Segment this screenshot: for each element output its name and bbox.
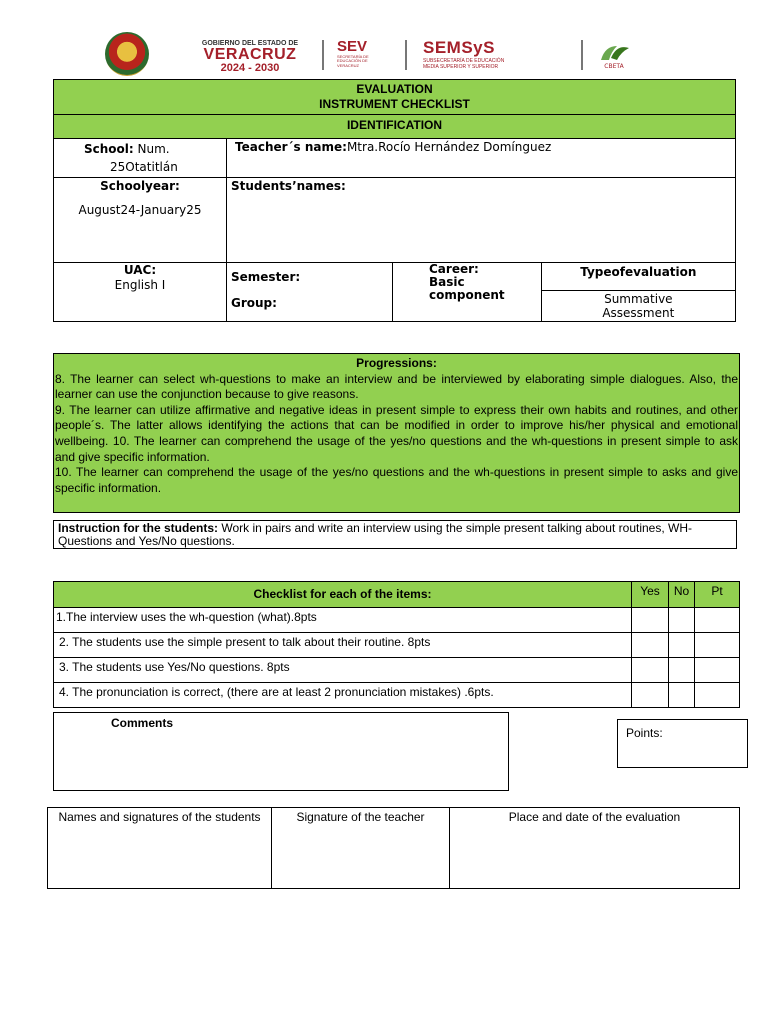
form-title: EVALUATION INSTRUMENT CHECKLIST [54, 80, 736, 115]
no-cell[interactable] [669, 608, 695, 633]
school-value: Num. [137, 142, 170, 156]
signatures-table [47, 807, 740, 889]
school-label: School: [84, 142, 134, 156]
points-label: Points: [626, 726, 663, 740]
teacher-signature-cell[interactable]: Signature of the teacher [272, 808, 450, 889]
pt-cell[interactable] [695, 658, 740, 683]
evaluation-type-label: Typeofevaluation [541, 263, 735, 291]
teacher-cell [227, 139, 736, 178]
comments-box[interactable] [53, 712, 509, 791]
pt-column-header: Pt [695, 582, 740, 608]
career-cell: Career: Basic component [393, 263, 542, 322]
logo-divider [322, 40, 324, 70]
table-row [54, 633, 740, 658]
veracruz-seal-icon [105, 32, 149, 76]
semester-label: Semester: [231, 270, 301, 284]
svg-text:CBETA: CBETA [604, 63, 624, 70]
no-cell[interactable] [669, 683, 695, 708]
gobierno-veracruz-logo: GOBIERNO DEL ESTADO DE VERACRUZ 2024 - 2030 [201, 40, 299, 74]
checklist-item: 4. The pronunciation is correct, (there are at least 2 pronunciation mistakes) .6pts. [54, 683, 632, 708]
checklist-item: 2. The students use the simple present to talk about their routine. 8pts [54, 633, 632, 658]
header-logos [105, 30, 650, 78]
progressions-title: Progressions: [356, 356, 437, 370]
schoolyear-cell [54, 178, 227, 263]
school-value-2: 25Otatitlán [110, 160, 178, 174]
points-box[interactable] [617, 719, 748, 768]
checklist-table [53, 581, 740, 708]
teacher-value: Mtra.Rocío Hernández Domínguez [346, 140, 552, 154]
progressions-box [53, 353, 740, 513]
checklist-item: 1.The interview uses the wh-question (what).8pts [54, 608, 632, 633]
logo-divider [581, 40, 583, 70]
yes-cell[interactable] [632, 633, 669, 658]
schoolyear-label: Schoolyear: [100, 179, 180, 193]
no-column-header: No [669, 582, 695, 608]
yes-cell[interactable] [632, 608, 669, 633]
uac-cell [54, 263, 227, 322]
identification-heading: IDENTIFICATION [54, 115, 736, 139]
students-names-cell: Students’names: [227, 178, 736, 263]
uac-value: English I [114, 278, 166, 292]
comments-label: Comments [111, 716, 174, 730]
pt-cell[interactable] [695, 683, 740, 708]
place-date-cell[interactable]: Place and date of the evaluation [450, 808, 740, 889]
uac-label: UAC: [123, 263, 157, 277]
table-row [54, 683, 740, 708]
progression-10: 10. The learner can comprehend the usage of the yes/no questions and the wh-questions in present simple to asks and give specific information. [55, 465, 738, 495]
school-cell [54, 139, 227, 178]
checklist-item: 3. The students use Yes/No questions. 8pts [54, 658, 632, 683]
schoolyear-value: August24-January25 [78, 203, 202, 217]
pt-cell[interactable] [695, 608, 740, 633]
yes-cell[interactable] [632, 658, 669, 683]
yes-cell[interactable] [632, 683, 669, 708]
logo-divider [405, 40, 407, 70]
instruction-label: Instruction for the students: [58, 521, 218, 535]
cbeta-logo-icon [597, 40, 631, 70]
checklist-header: Checklist for each of the items: [54, 582, 632, 608]
students-signature-cell[interactable]: Names and signatures of the students [48, 808, 272, 889]
no-cell[interactable] [669, 633, 695, 658]
no-cell[interactable] [669, 658, 695, 683]
yes-column-header: Yes [632, 582, 669, 608]
teacher-label: Teacher´s name: [235, 140, 347, 154]
instruction-box [53, 520, 737, 549]
progression-8: 8. The learner can select wh-questions to make an interview and be interviewed by elaborating simple dialogues. Also, the learner can use the conjunction because to give reasons. [55, 371, 738, 402]
pt-cell[interactable] [695, 633, 740, 658]
semester-group-cell [227, 263, 393, 322]
sev-logo: SEV SECRETARÍA DE EDUCACIÓN DE VERACRUZ [337, 38, 369, 68]
instruction-text: Work in pairs and write an interview using the simple present talking about routines, WH-Questions and Yes/No questions. [58, 521, 692, 548]
evaluation-type-value: Summative Assessment [541, 291, 735, 322]
table-row [54, 608, 740, 633]
identification-table [53, 79, 736, 322]
semsys-logo: SEMSyS SUBSECRETARÍA DE EDUCACIÓN MEDIA SUPERIOR Y SUPERIOR [423, 38, 505, 70]
group-label: Group: [231, 296, 277, 310]
table-row [54, 658, 740, 683]
progression-9: 9. The learner can utilize affirmative and negative ideas in present simple to express their own habits and routines, and other people´s. The latter allows identifying the actions that can be modified in order to improve his/her physical and emotional wellbeing. 10. The learner can comprehend the usage of the yes/no questions and the wh-questions in present simple to ask and give specific information. [55, 402, 738, 464]
